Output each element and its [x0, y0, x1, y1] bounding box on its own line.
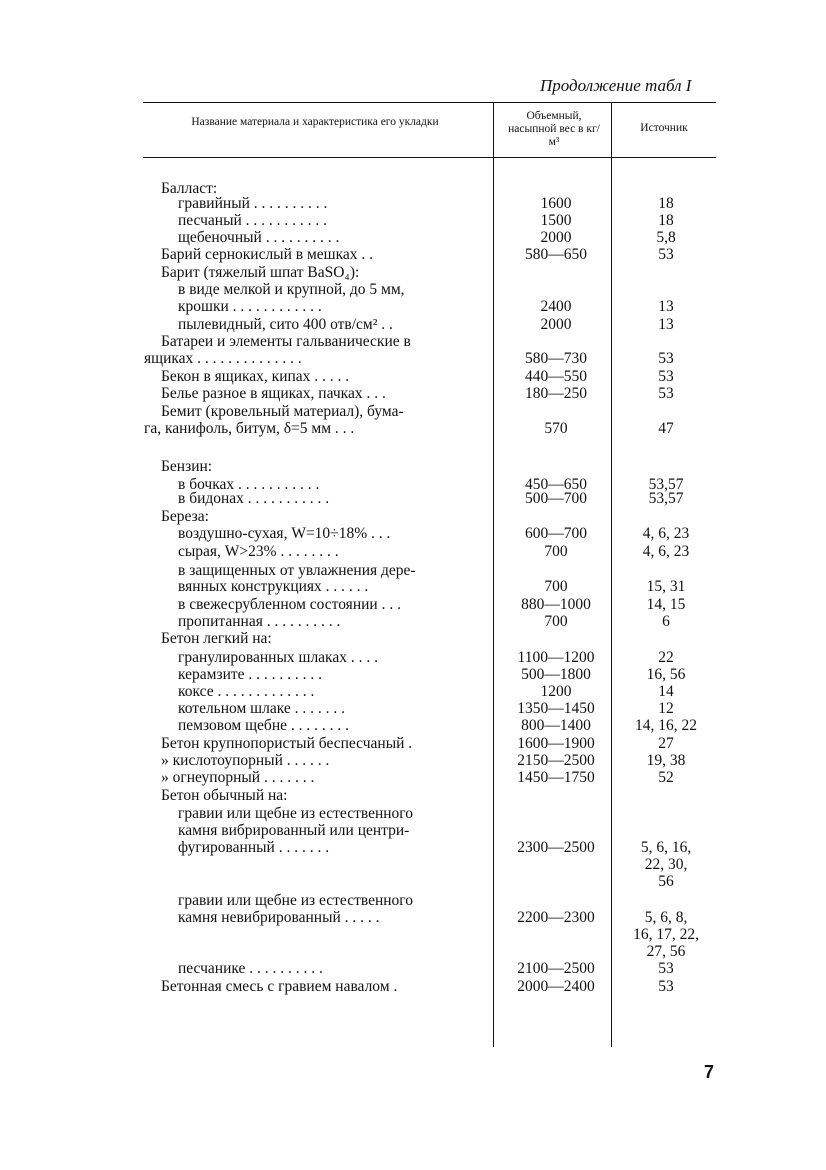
source-ref: 53,57 [648, 476, 684, 493]
bulk-weight: 180—250 [525, 385, 587, 402]
material-name: Бетон легкий на: [161, 630, 272, 647]
source-ref: 53 [658, 978, 674, 995]
material-name: Береза: [161, 508, 209, 525]
bulk-weight: 2400 [540, 298, 572, 315]
bulk-weight: 1450—1750 [517, 769, 595, 786]
table-row [0, 822, 826, 840]
material-name: в свежесрубленном состоянии . . . [178, 596, 401, 613]
source-ref: 5, 6, 16, [640, 839, 692, 856]
source-ref: 5, 6, 8, [644, 909, 688, 926]
source-ref: 27 [658, 735, 674, 752]
source-ref: 15, 31 [646, 578, 686, 595]
bulk-weight: 440—550 [525, 368, 587, 385]
table-row [0, 212, 826, 230]
material-name: Бензин: [161, 458, 213, 475]
table-row [0, 368, 826, 386]
material-name: » огнеупорный . . . . . . . [161, 769, 315, 786]
material-name: Бетон обычный на: [161, 787, 288, 804]
table-row [0, 525, 826, 543]
bulk-weight: 2200—2300 [517, 909, 595, 926]
table-row [0, 508, 826, 526]
bulk-weight: 1350—1450 [517, 700, 595, 717]
material-name: крошки . . . . . . . . . . . . [178, 298, 322, 315]
source-ref: 22, 30, [644, 856, 688, 873]
bulk-weight: 1600—1900 [517, 735, 595, 752]
material-name: га, канифоль, битум, δ=5 мм . . . [144, 420, 355, 437]
table-row [0, 805, 826, 823]
table-row [0, 683, 826, 701]
bulk-weight: 1100—1200 [517, 649, 595, 666]
material-name: керамзите . . . . . . . . . . [178, 666, 323, 683]
source-ref: 47 [658, 420, 674, 437]
source-ref: 14 [658, 683, 674, 700]
material-name: Бетонная смесь с гравием навалом . [161, 978, 398, 995]
material-name: Барит (тяжелый шпат BaSO₄): [161, 264, 360, 281]
source-ref: 52 [658, 769, 674, 786]
table-row [0, 909, 826, 927]
table-row [0, 458, 826, 476]
bulk-weight: 700 [544, 578, 568, 595]
bulk-weight: 700 [544, 543, 568, 560]
material-name: » кислотоупорный . . . . . . [161, 752, 330, 769]
table-row [0, 873, 826, 891]
material-name: в защищенных от увлажнения дере- [178, 562, 416, 579]
bulk-weight: 880—1000 [521, 596, 591, 613]
material-name: Бемит (кровельный материал), бума- [161, 403, 404, 420]
source-ref: 13 [658, 316, 674, 333]
material-name: гравии или щебне из естественного [178, 805, 414, 822]
bulk-weight: 570 [544, 420, 568, 437]
table-row [0, 195, 826, 213]
source-ref: 16, 56 [646, 666, 686, 683]
table-row [0, 596, 826, 614]
source-ref: 53 [658, 385, 674, 402]
material-name: гравийный . . . . . . . . . . [178, 195, 328, 212]
table-row [0, 316, 826, 334]
bulk-weight: 2150—2500 [517, 752, 595, 769]
source-ref: 53,57 [648, 490, 684, 507]
table-row [0, 752, 826, 770]
material-name: пропитанная . . . . . . . . . . [178, 613, 341, 630]
material-name: Барий сернокислый в мешках . . [161, 246, 374, 263]
table-row [0, 666, 826, 684]
bulk-weight: 2000—2400 [517, 978, 595, 995]
material-name: фугированный . . . . . . . [178, 839, 330, 856]
bulk-weight: 600—700 [525, 525, 587, 542]
source-ref: 18 [658, 212, 674, 229]
source-ref: 13 [658, 298, 674, 315]
bulk-weight: 700 [544, 613, 568, 630]
material-name: камня вибрированный или центри- [178, 822, 410, 839]
material-name: в бочках . . . . . . . . . . . [178, 476, 320, 493]
bulk-weight: 2000 [540, 229, 572, 246]
source-ref: 53 [658, 350, 674, 367]
table-row [0, 298, 826, 316]
material-name: камня невибрированный . . . . . [178, 909, 380, 926]
table-row [0, 264, 826, 282]
source-ref: 22 [658, 649, 674, 666]
table-row [0, 735, 826, 753]
table-row [0, 700, 826, 718]
material-name: коксе . . . . . . . . . . . . . [178, 683, 315, 700]
table-row [0, 960, 826, 978]
table-row [0, 943, 826, 961]
source-ref: 12 [658, 700, 674, 717]
table-row [0, 281, 826, 299]
material-name: котельном шлаке . . . . . . . [178, 700, 346, 717]
header-bottom-rule [143, 157, 716, 158]
bulk-weight: 500—700 [525, 490, 587, 507]
source-ref: 53 [658, 960, 674, 977]
table-row [0, 490, 826, 508]
material-name: Бекон в ящиках, кипах . . . . . [161, 368, 350, 385]
table-row [0, 856, 826, 874]
source-ref: 19, 38 [646, 752, 686, 769]
table-row [0, 246, 826, 264]
material-name: ящиках . . . . . . . . . . . . . . [144, 350, 302, 367]
bulk-weight: 450—650 [525, 476, 587, 493]
material-name: песчанике . . . . . . . . . . [178, 960, 323, 977]
table-row [0, 578, 826, 596]
material-name: Батареи и элементы гальванические в [161, 333, 411, 350]
header-name: Название материала и характеристика его укладки [191, 116, 439, 128]
source-ref: 5,8 [656, 229, 676, 246]
source-ref: 4, 6, 23 [642, 543, 690, 560]
table-row [0, 630, 826, 648]
material-name: в виде мелкой и крупной, до 5 мм, [178, 281, 405, 298]
material-name: песчаный . . . . . . . . . . . [178, 212, 328, 229]
bulk-weight: 580—650 [525, 246, 587, 263]
table-row [0, 926, 826, 944]
material-name: Белье разное в ящиках, пачках . . . [161, 385, 386, 402]
source-ref: 53 [658, 368, 674, 385]
table-row [0, 333, 826, 351]
header-weight: Объемный, насыпной вес в кг/м³ [508, 110, 600, 148]
source-ref: 14, 16, 22 [635, 717, 697, 734]
table-row [0, 613, 826, 631]
material-name: Бетон крупнопористый беспесчаный . [161, 735, 413, 752]
bulk-weight: 580—730 [525, 350, 587, 367]
table-row [0, 769, 826, 787]
material-name: щебеночный . . . . . . . . . . [178, 229, 340, 246]
table-row [0, 385, 826, 403]
table-row [0, 839, 826, 857]
source-ref: 16, 17, 22, [633, 926, 699, 943]
material-name: гравии или щебне из естественного [178, 892, 414, 909]
material-name: Балласт: [161, 180, 218, 197]
source-ref: 14, 15 [646, 596, 686, 613]
material-name: сырая, W>23% . . . . . . . . [178, 543, 339, 560]
material-name: воздушно-сухая, W=10÷18% . . . [178, 525, 391, 542]
header-source: Источник [640, 122, 688, 134]
source-ref: 53 [658, 246, 674, 263]
material-name: вянных конструкциях . . . . . . [178, 578, 369, 595]
bulk-weight: 1200 [540, 683, 572, 700]
bulk-weight: 2100—2500 [517, 960, 595, 977]
table-row [0, 717, 826, 735]
table-row [0, 978, 826, 996]
bulk-weight: 1500 [540, 212, 572, 229]
table-row [0, 420, 826, 438]
material-name: пылевидный, сито 400 отв/см² . . [178, 316, 393, 333]
bulk-weight: 2000 [540, 316, 572, 333]
page-number: 7 [704, 1062, 715, 1082]
source-ref: 27, 56 [646, 943, 686, 960]
table-row [0, 649, 826, 667]
table-row [0, 403, 826, 421]
table-top-rule [143, 102, 716, 103]
source-ref: 6 [662, 613, 670, 630]
material-name: пемзовом щебне . . . . . . . . [178, 717, 349, 734]
bulk-weight: 800—1400 [521, 717, 591, 734]
continuation-label: Продолжение табл I [540, 76, 692, 95]
material-name: гранулированных шлаках . . . . [178, 649, 378, 666]
table-row [0, 543, 826, 561]
source-ref: 18 [658, 195, 674, 212]
table-row [0, 787, 826, 805]
table-row [0, 892, 826, 910]
source-ref: 4, 6, 23 [642, 525, 690, 542]
bulk-weight: 500—1800 [521, 666, 591, 683]
bulk-weight: 2300—2500 [517, 839, 595, 856]
material-name: в бидонах . . . . . . . . . . . [178, 490, 330, 507]
table-row [0, 229, 826, 247]
source-ref: 56 [658, 873, 674, 890]
table-row [0, 350, 826, 368]
bulk-weight: 1600 [540, 195, 572, 212]
